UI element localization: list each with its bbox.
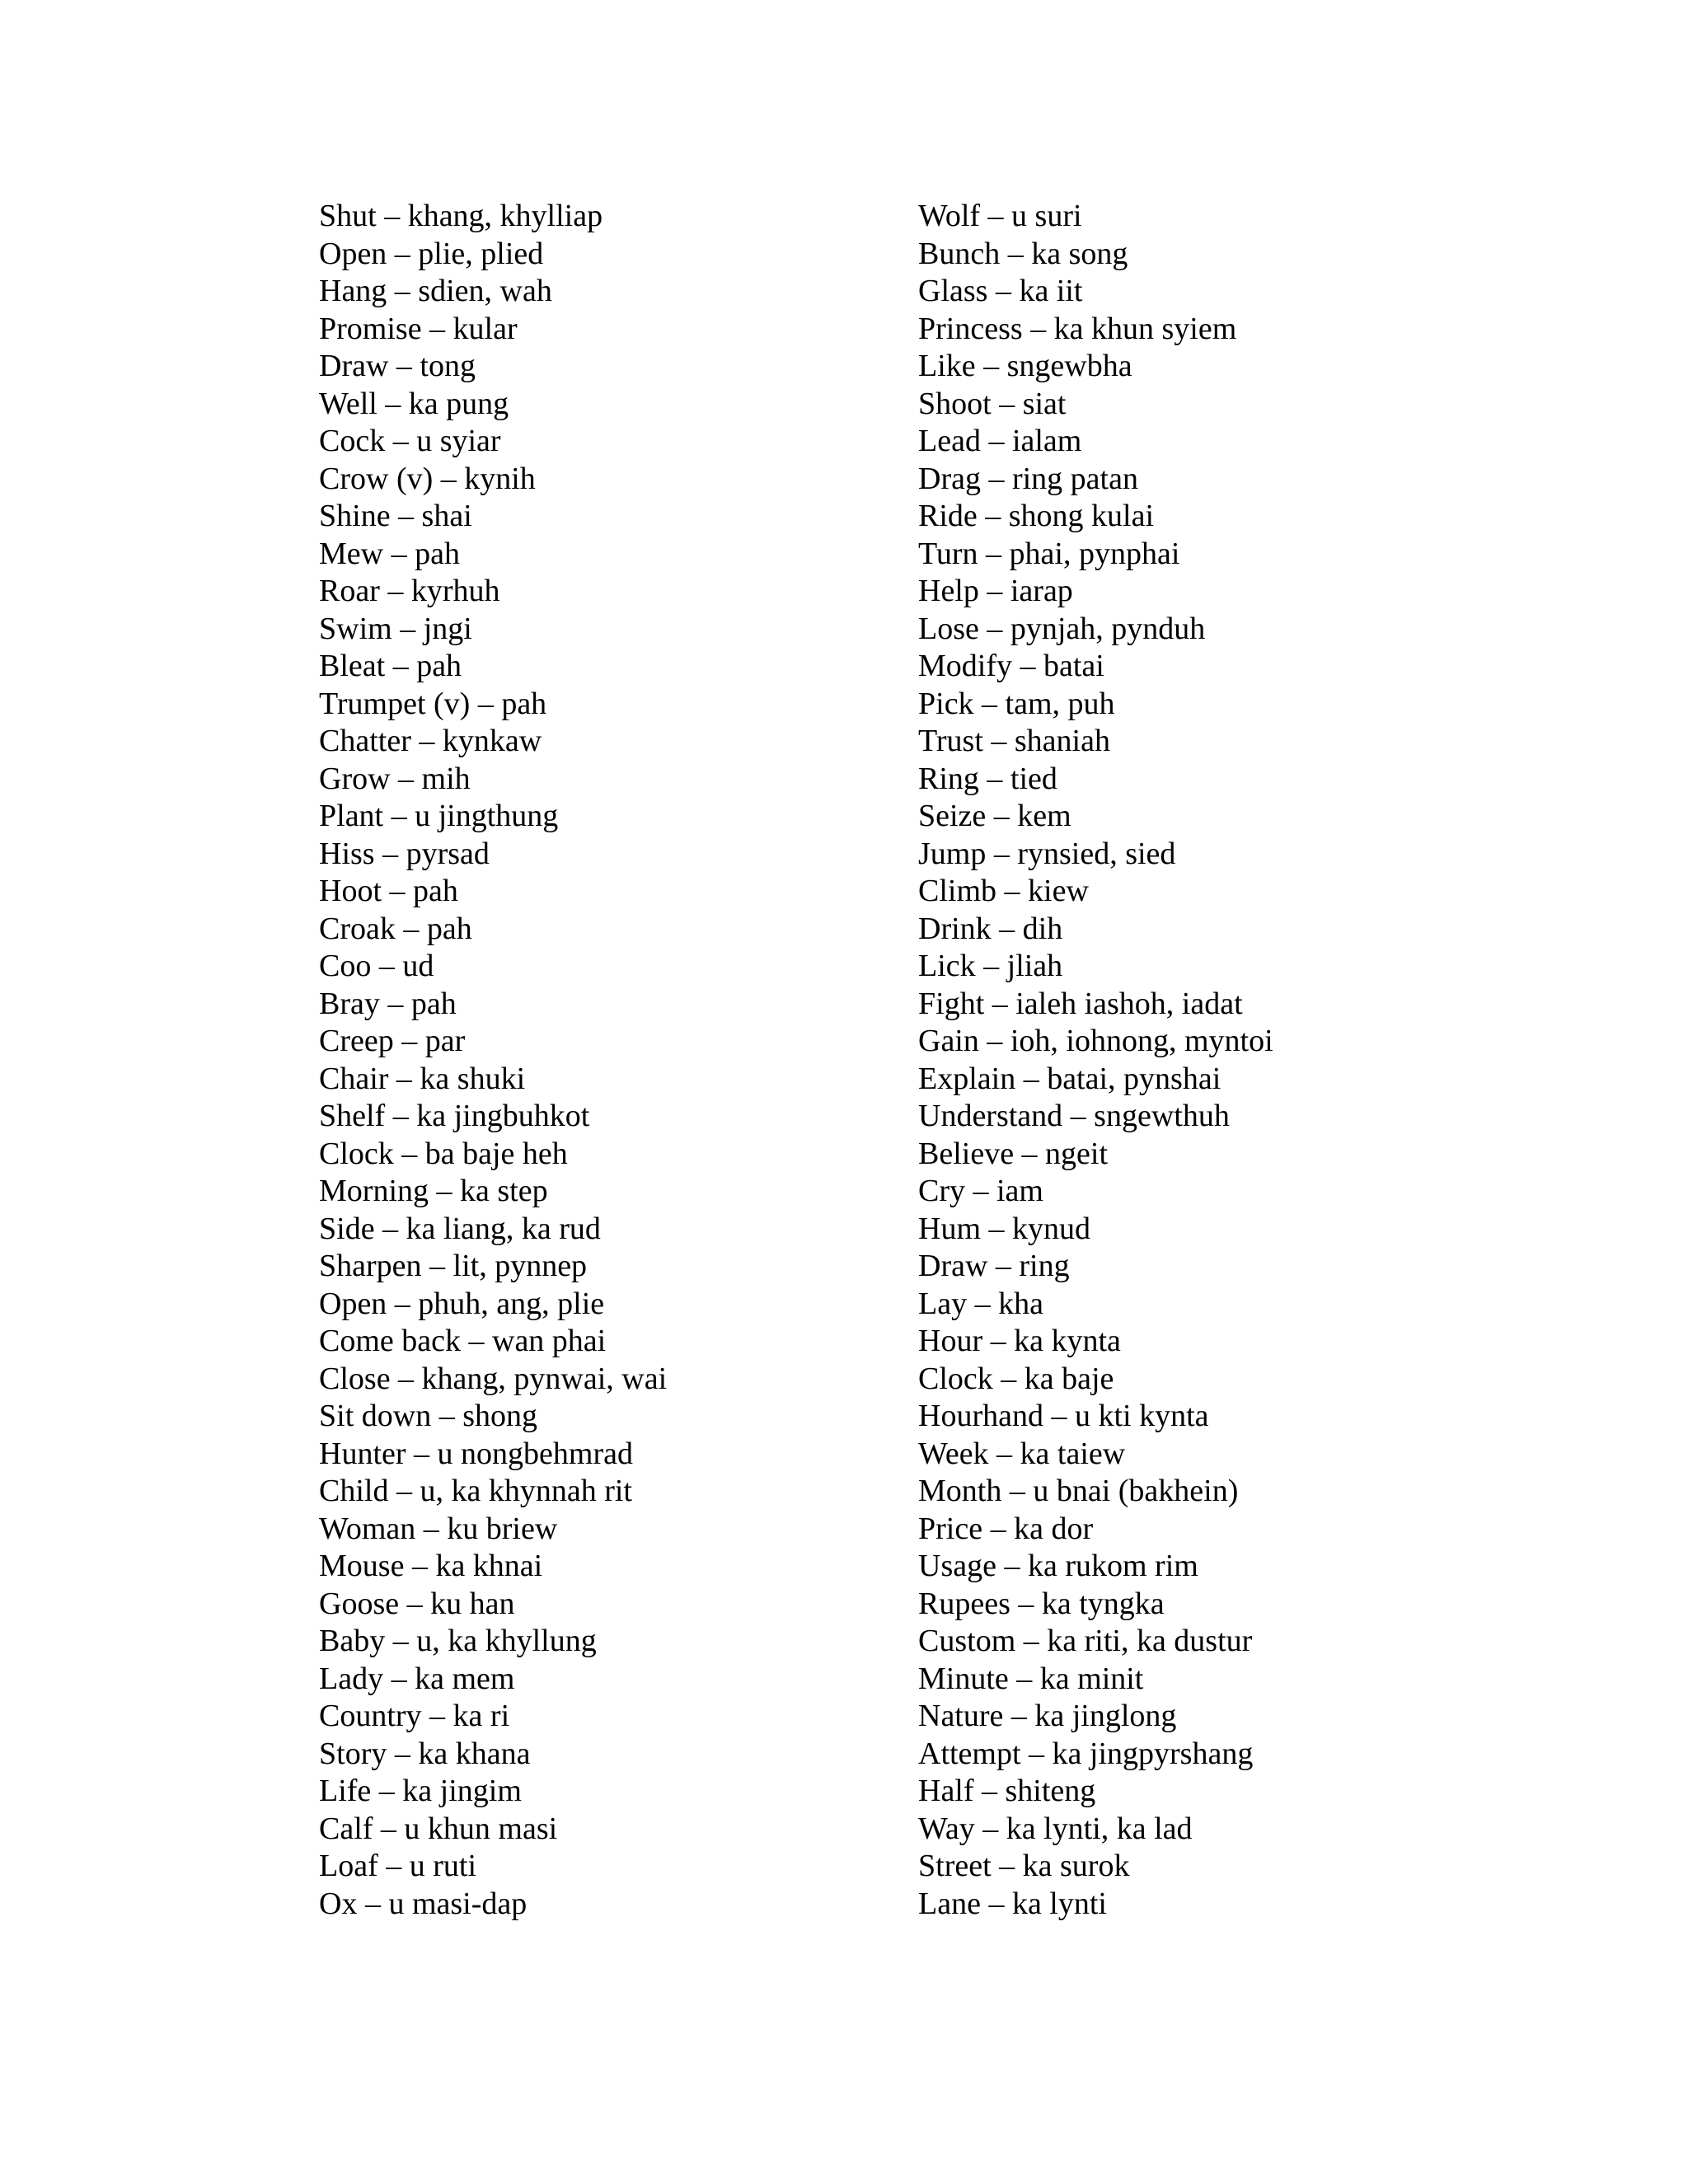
- vocabulary-entry: Seize – kem: [918, 799, 1071, 833]
- vocabulary-entry: Well – ka pung: [319, 386, 509, 421]
- vocabulary-entry: Grow – mih: [319, 761, 471, 796]
- vocabulary-entry: Lick – jliah: [918, 949, 1063, 983]
- vocabulary-entry: Wolf – u suri: [918, 199, 1082, 233]
- vocabulary-entry: Climb – kiew: [918, 874, 1089, 908]
- vocabulary-entry: Hang – sdien, wah: [319, 274, 552, 308]
- vocabulary-entry: Mouse – ka khnai: [319, 1549, 543, 1583]
- vocabulary-entry: Week – ka taiew: [918, 1436, 1126, 1471]
- vocabulary-entry: Woman – ku briew: [319, 1511, 558, 1546]
- vocabulary-entry: Close – khang, pynwai, wai: [319, 1361, 668, 1396]
- vocabulary-entry: Clock – ba baje heh: [319, 1136, 568, 1171]
- right-word-column: [918, 198, 1273, 1923]
- vocabulary-entry: Swim – jngi: [319, 611, 472, 646]
- vocabulary-entry: Chair – ka shuki: [319, 1061, 526, 1096]
- vocabulary-entry: Promise – kular: [319, 311, 518, 346]
- vocabulary-entry: Pick – tam, puh: [918, 686, 1115, 721]
- vocabulary-entry: Shut – khang, khylliap: [319, 199, 603, 233]
- vocabulary-entry: Lane – ka lynti: [918, 1886, 1107, 1921]
- vocabulary-entry: Hourhand – u kti kynta: [918, 1399, 1209, 1433]
- vocabulary-entry: Cry – iam: [918, 1174, 1043, 1208]
- vocabulary-entry: Rupees – ka tyngka: [918, 1586, 1165, 1621]
- vocabulary-entry: Princess – ka khun syiem: [918, 311, 1237, 346]
- vocabulary-entry: Believe – ngeit: [918, 1136, 1109, 1171]
- vocabulary-entry: Month – u bnai (bakhein): [918, 1474, 1239, 1508]
- vocabulary-entry: Drink – dih: [918, 911, 1063, 946]
- vocabulary-entry: Street – ka surok: [918, 1849, 1130, 1883]
- vocabulary-entry: Crow (v) – kynih: [319, 461, 536, 496]
- vocabulary-entry: Half – shiteng: [918, 1774, 1096, 1808]
- vocabulary-entry: Lay – kha: [918, 1286, 1043, 1321]
- vocabulary-entry: Open – phuh, ang, plie: [319, 1286, 605, 1321]
- vocabulary-entry: Lady – ka mem: [319, 1661, 515, 1696]
- vocabulary-entry: Modify – batai: [918, 649, 1104, 683]
- vocabulary-entry: Draw – ring: [918, 1249, 1070, 1283]
- vocabulary-entry: Hunter – u nongbehmrad: [319, 1436, 633, 1471]
- vocabulary-entry: Chatter – kynkaw: [319, 724, 542, 758]
- vocabulary-entry: Shine – shai: [319, 499, 472, 533]
- vocabulary-entry: Hour – ka kynta: [918, 1324, 1121, 1358]
- vocabulary-entry: Coo – ud: [319, 949, 434, 983]
- vocabulary-entry: Glass – ka iit: [918, 274, 1083, 308]
- vocabulary-entry: Bray – pah: [319, 986, 457, 1021]
- vocabulary-entry: Ride – shong kulai: [918, 499, 1155, 533]
- vocabulary-entry: Croak – pah: [319, 911, 472, 946]
- vocabulary-entry: Shelf – ka jingbuhkot: [319, 1099, 590, 1133]
- vocabulary-entry: Ring – tied: [918, 761, 1057, 796]
- vocabulary-entry: Mew – pah: [319, 536, 460, 571]
- vocabulary-entry: Attempt – ka jingpyrshang: [918, 1736, 1254, 1771]
- vocabulary-entry: Gain – ioh, iohnong, myntoi: [918, 1024, 1273, 1058]
- left-word-column: [319, 198, 667, 1923]
- vocabulary-entry: Way – ka lynti, ka lad: [918, 1811, 1193, 1846]
- vocabulary-entry: Side – ka liang, ka rud: [319, 1211, 601, 1246]
- vocabulary-entry: Calf – u khun masi: [319, 1811, 558, 1846]
- vocabulary-entry: Cock – u syiar: [319, 424, 501, 458]
- vocabulary-entry: Usage – ka rukom rim: [918, 1549, 1198, 1583]
- vocabulary-entry: Come back – wan phai: [319, 1324, 607, 1358]
- vocabulary-entry: Shoot – siat: [918, 386, 1067, 421]
- vocabulary-entry: Explain – batai, pynshai: [918, 1061, 1221, 1096]
- vocabulary-entry: Like – sngewbha: [918, 349, 1132, 383]
- vocabulary-entry: Understand – sngewthuh: [918, 1099, 1230, 1133]
- vocabulary-entry: Child – u, ka khynnah rit: [319, 1474, 632, 1508]
- vocabulary-entry: Lose – pynjah, pynduh: [918, 611, 1206, 646]
- vocabulary-entry: Goose – ku han: [319, 1586, 515, 1621]
- vocabulary-entry: Draw – tong: [319, 349, 476, 383]
- vocabulary-entry: Baby – u, ka khyllung: [319, 1624, 597, 1658]
- vocabulary-entry: Ox – u masi-dap: [319, 1886, 528, 1921]
- vocabulary-entry: Life – ka jingim: [319, 1774, 522, 1808]
- vocabulary-entry: Minute – ka minit: [918, 1661, 1144, 1696]
- vocabulary-entry: Creep – par: [319, 1024, 466, 1058]
- vocabulary-entry: Help – iarap: [918, 574, 1073, 608]
- vocabulary-entry: Plant – u jingthung: [319, 799, 559, 833]
- vocabulary-entry: Country – ka ri: [319, 1699, 510, 1733]
- vocabulary-entry: Bunch – ka song: [918, 236, 1128, 271]
- vocabulary-entry: Bleat – pah: [319, 649, 462, 683]
- vocabulary-entry: Custom – ka riti, ka dustur: [918, 1624, 1253, 1658]
- vocabulary-entry: Trust – shaniah: [918, 724, 1110, 758]
- vocabulary-entry: Clock – ka baje: [918, 1361, 1114, 1396]
- vocabulary-entry: Jump – rynsied, sied: [918, 836, 1176, 871]
- vocabulary-entry: Price – ka dor: [918, 1511, 1094, 1546]
- vocabulary-entry: Roar – kyrhuh: [319, 574, 500, 608]
- vocabulary-entry: Turn – phai, pynphai: [918, 536, 1180, 571]
- vocabulary-entry: Lead – ialam: [918, 424, 1082, 458]
- vocabulary-entry: Nature – ka jinglong: [918, 1699, 1177, 1733]
- vocabulary-entry: Trumpet (v) – pah: [319, 686, 547, 721]
- vocabulary-entry: Drag – ring patan: [918, 461, 1138, 496]
- vocabulary-entry: Sit down – shong: [319, 1399, 537, 1433]
- vocabulary-entry: Fight – ialeh iashoh, iadat: [918, 986, 1243, 1021]
- vocabulary-entry: Hiss – pyrsad: [319, 836, 490, 871]
- vocabulary-entry: Story – ka khana: [319, 1736, 531, 1771]
- vocabulary-entry: Morning – ka step: [319, 1174, 548, 1208]
- vocabulary-entry: Open – plie, plied: [319, 236, 544, 271]
- vocabulary-entry: Hoot – pah: [319, 874, 458, 908]
- vocabulary-entry: Loaf – u ruti: [319, 1849, 477, 1883]
- vocabulary-entry: Hum – kynud: [918, 1211, 1090, 1246]
- vocabulary-entry: Sharpen – lit, pynnep: [319, 1249, 588, 1283]
